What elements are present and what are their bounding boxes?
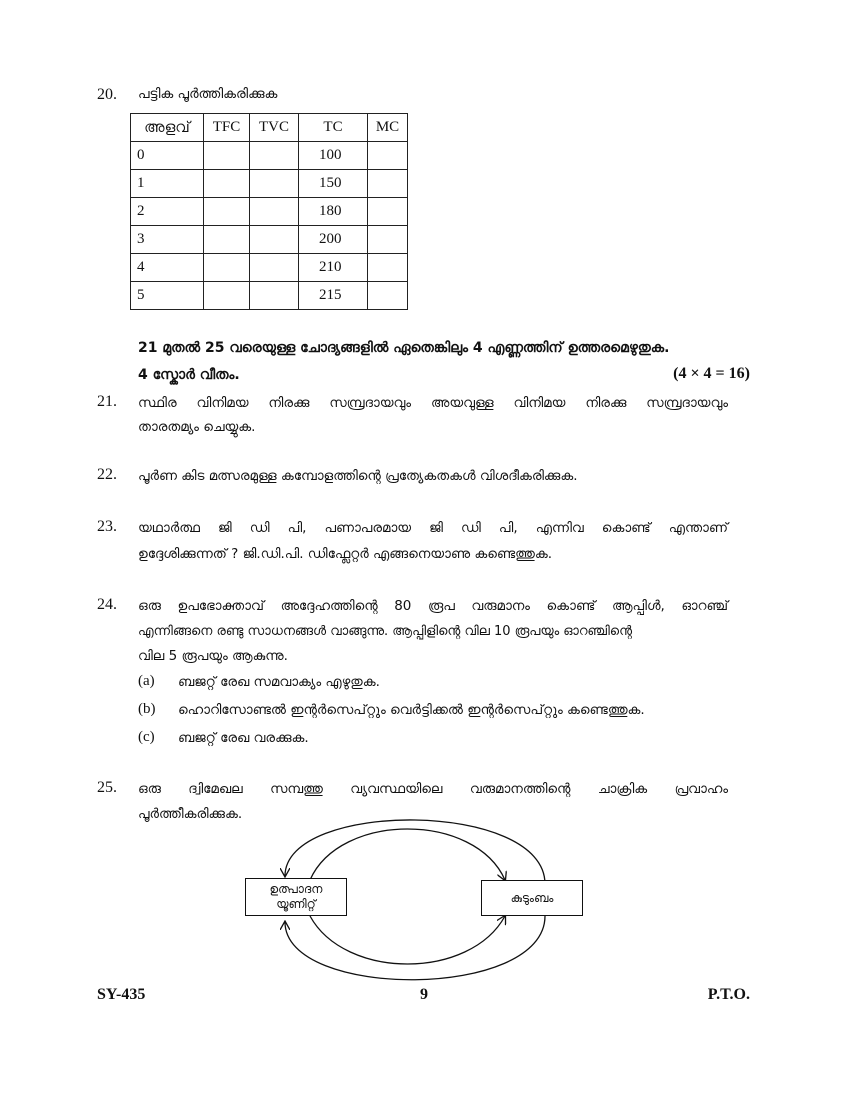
household-label: കുടുംബം xyxy=(510,890,554,905)
cell-tc: 150 xyxy=(299,170,368,198)
q20-number: 20. xyxy=(97,86,117,103)
q21-number: 21. xyxy=(97,393,117,410)
outer-bottom-arrow xyxy=(285,916,545,980)
cell-quantity: 1 xyxy=(131,170,204,198)
col-header-quantity: അളവ് xyxy=(131,114,204,142)
inner-bottom-arrow xyxy=(310,916,505,964)
household-box xyxy=(481,880,583,916)
q25-line2: പൂർത്തീകരിക്കുക. xyxy=(138,806,243,822)
q21-line1: സ്ഥിര വിനിമയ നിരക്കു സമ്പ്രദായവും അയവുള്ള വിനിമയ നിരക്കു സമ്പ്രദായവും xyxy=(138,395,728,411)
cell-quantity: 4 xyxy=(131,254,204,282)
q24-part-a-text: ബജറ്റ് രേഖ സമവാക്യം എഴുതുക. xyxy=(178,674,380,690)
cell-quantity: 3 xyxy=(131,226,204,254)
q23-line1: യഥാർത്ഥ ജി ഡി പി, പണാപരമായ ജി ഡി പി, എന്നിവ കൊണ്ട് എന്താണ് xyxy=(138,520,728,536)
section-marks-formula: (4 × 4 = 16) xyxy=(673,365,750,382)
col-header-tvc: TVC xyxy=(250,114,299,142)
q25-line1: ഒരു ദ്വിമേഖല സമ്പത്തു വ്യവസ്ഥയിലെ വരുമാനത്തിന്റെ ചാക്രിക പ്രവാഹം xyxy=(138,781,728,797)
q24-part-c-label: (c) xyxy=(138,729,155,745)
q21-line2: താരതമ്യം ചെയ്യുക. xyxy=(138,419,256,435)
cell-tc: 215 xyxy=(299,282,368,310)
q24-part-b-label: (b) xyxy=(138,701,156,717)
cell-tc: 210 xyxy=(299,254,368,282)
q20-text: പട്ടിക പൂർത്തികരിക്കുക xyxy=(138,86,278,102)
q24-part-b-text: ഹൊറിസോണ്ടൽ ഇന്റർസെപ്റ്റും വെർട്ടിക്കൽ ഇന്റർസെപ്റ്റും കണ്ടെത്തുക. xyxy=(178,702,645,718)
q22-number: 22. xyxy=(97,466,117,483)
section-marks-text: 4 സ്കോർ വീതം. xyxy=(138,367,240,383)
q24-part-a-label: (a) xyxy=(138,673,155,689)
cell-tc: 100 xyxy=(299,142,368,170)
col-header-tfc: TFC xyxy=(204,114,250,142)
cell-quantity: 5 xyxy=(131,282,204,310)
q22-line1: പൂർണ കിട മത്സരമുള്ള കമ്പോളത്തിന്റെ പ്രത്യേകതകൾ വിശദീകരിക്കുക. xyxy=(138,468,578,484)
q23-line2: ഉദ്ദേശിക്കുന്നത് ? ജി.ഡി.പി. ഡിഫ്ലേറ്റർ എങ്ങനെയാണു കണ്ടെത്തുക. xyxy=(138,546,553,562)
cell-tc: 180 xyxy=(299,198,368,226)
inner-top-arrow xyxy=(310,829,505,880)
col-header-mc: MC xyxy=(368,114,408,142)
q24-number: 24. xyxy=(97,596,117,613)
q23-number: 23. xyxy=(97,518,117,535)
page-number: 9 xyxy=(420,986,428,1003)
q24-line3: വില 5 രൂപയും ആകുന്നു. xyxy=(138,648,288,664)
col-header-tc: TC xyxy=(299,114,368,142)
production-unit-label-line1: ഉത്പാദന xyxy=(269,882,323,896)
q24-part-c-text: ബജറ്റ് രേഖ വരക്കുക. xyxy=(178,730,309,746)
q25-number: 25. xyxy=(97,779,117,796)
section-instruction: 21 മുതൽ 25 വരെയുള്ള ചോദ്യങ്ങളിൽ ഏതെങ്കിലും 4 എണ്ണത്തിന് ഉത്തരമെഴുതുക. xyxy=(138,340,670,356)
cell-quantity: 2 xyxy=(131,198,204,226)
cell-quantity: 0 xyxy=(131,142,204,170)
footer-code: SY-435 xyxy=(97,986,146,1003)
cell-tc: 200 xyxy=(299,226,368,254)
production-unit-label-line2: യൂണിറ്റ് xyxy=(276,897,316,911)
q24-line2: എന്നിങ്ങനെ രണ്ടു സാധനങ്ങൾ വാങ്ങുന്നു. ആപ്പിളിന്റെ വില 10 രൂപയും ഓറഞ്ചിന്റെ xyxy=(138,624,632,639)
footer-pto: P.T.O. xyxy=(707,986,750,1003)
q24-line1: ഒരു ഉപഭോക്താവ് അദ്ദേഹത്തിന്റെ 80 രൂപ വരുമാനം കൊണ്ട് ആപ്പിൾ, ഓറഞ്ച് xyxy=(138,598,728,614)
production-unit-box xyxy=(245,878,347,916)
